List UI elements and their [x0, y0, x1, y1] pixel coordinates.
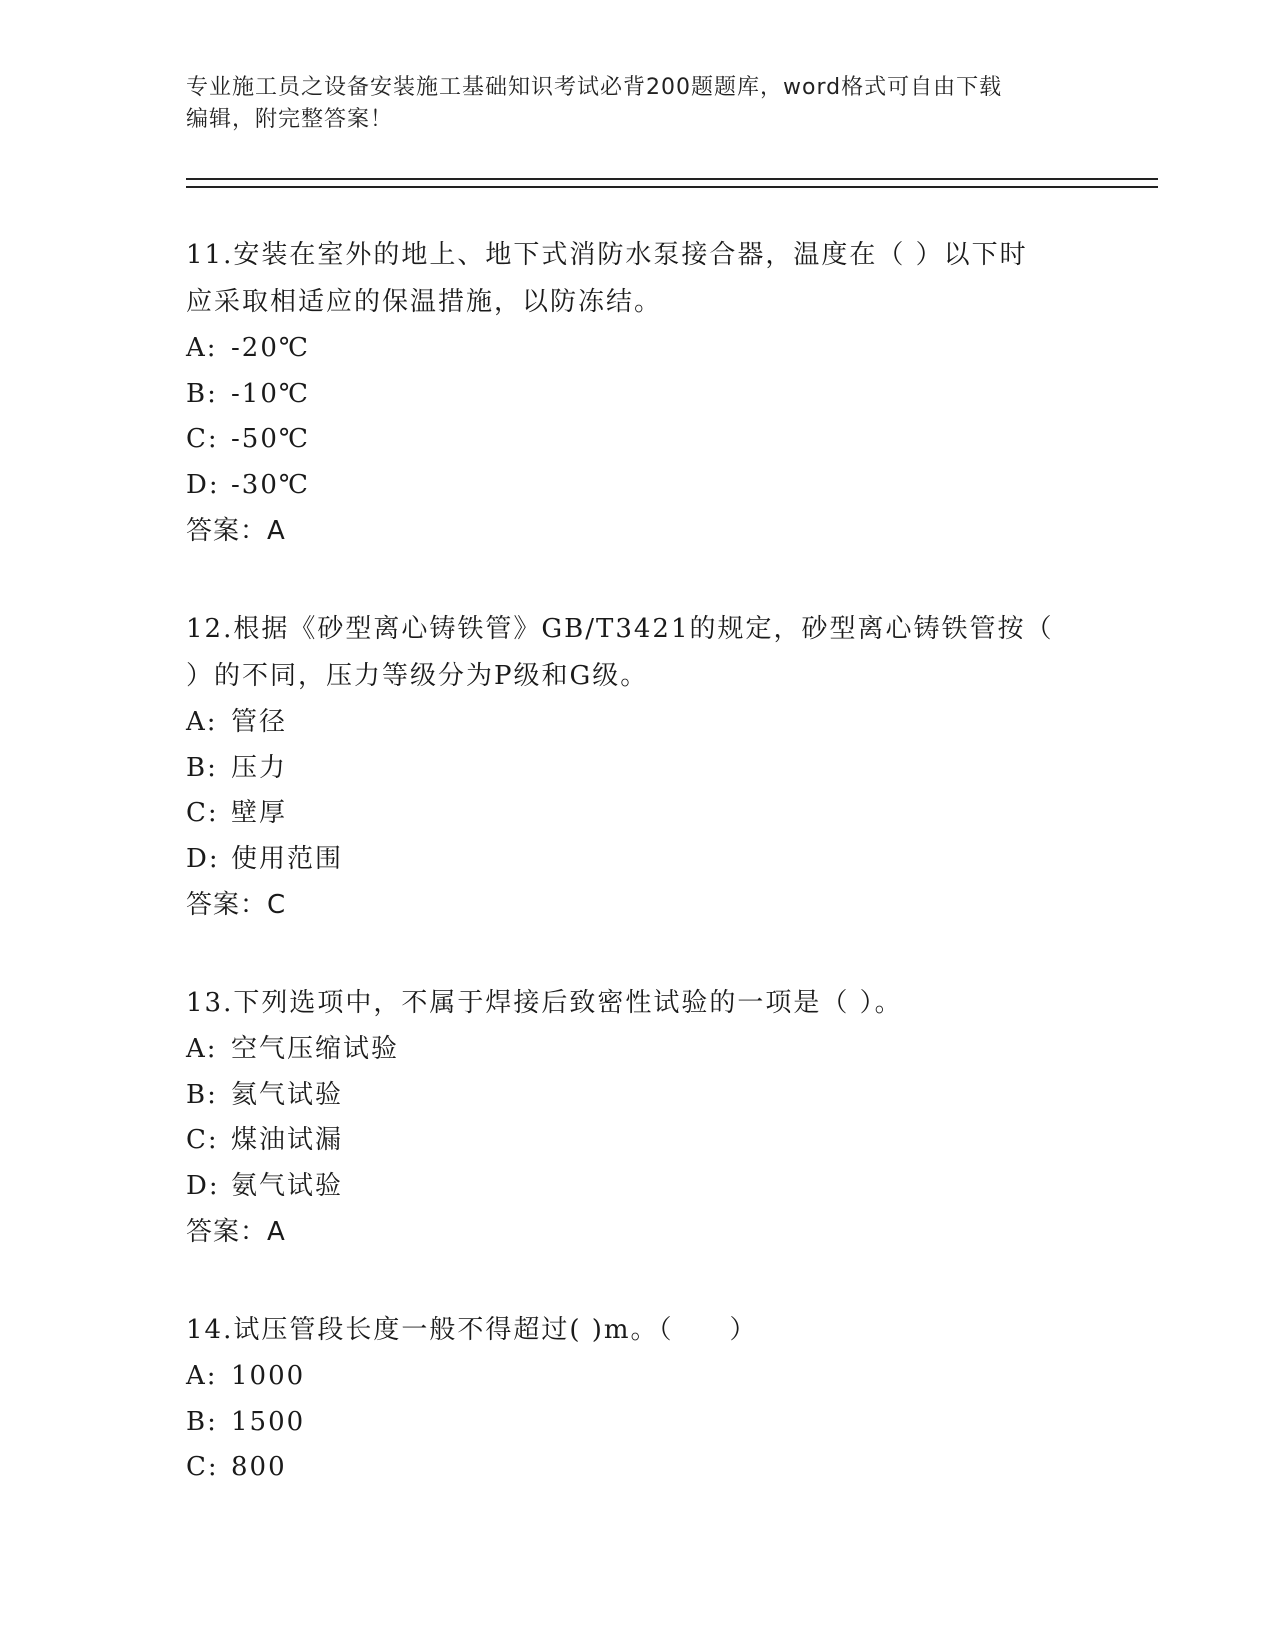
header-line-1: 专业施工员之设备安装施工基础知识考试必背200题题库，word格式可自由下载: [186, 75, 1003, 100]
option-label: B:: [186, 752, 218, 783]
option-text: 使用范围: [231, 843, 344, 874]
option-text: 800: [231, 1452, 287, 1482]
option-text: 1000: [231, 1361, 306, 1391]
option-text: 壁厚: [231, 798, 288, 828]
option-b: [186, 746, 1066, 792]
option-text: 氦气试验: [231, 1079, 344, 1110]
option-c: [186, 1118, 1066, 1164]
option-d: [186, 837, 1066, 883]
option-label: A:: [186, 1361, 218, 1391]
option-text: -50℃: [231, 424, 310, 454]
question-stem: [186, 232, 1066, 326]
question-stem: [186, 606, 1066, 700]
option-text: -20℃: [231, 333, 310, 363]
option-a: [186, 1027, 1066, 1073]
stem-line: 13.下列选项中，不属于焊接后致密性试验的一项是（ ）。: [186, 988, 903, 1018]
option-c: [186, 791, 1066, 837]
option-b: [186, 1400, 1066, 1446]
option-label: D:: [186, 843, 220, 874]
option-text: 管径: [231, 707, 288, 737]
option-label: A:: [186, 1034, 218, 1064]
stem-line: 应采取相适应的保温措施，以防冻结。: [186, 287, 663, 317]
option-text: 1500: [231, 1406, 306, 1437]
question-stem: [186, 980, 1066, 1027]
option-text: 煤油试漏: [231, 1125, 344, 1155]
option-label: B:: [186, 1079, 218, 1110]
option-a: [186, 700, 1066, 746]
header-line-2: 编辑，附完整答案！: [186, 107, 394, 132]
question-13: [186, 980, 1066, 1255]
option-label: A:: [186, 707, 218, 737]
question-list: [186, 232, 1066, 1543]
stem-line: 12.根据《砂型离心铸铁管》GB/T3421的规定，砂型离心铸铁管按（: [186, 614, 1054, 644]
option-label: C:: [186, 798, 219, 828]
question-stem: [186, 1307, 1066, 1354]
question-12: [186, 606, 1066, 928]
option-label: B:: [186, 1406, 218, 1437]
option-d: [186, 463, 1066, 509]
option-a: [186, 1354, 1066, 1400]
answer-line: 答案：C: [186, 890, 287, 920]
answer-line: 答案：A: [186, 516, 286, 546]
option-d: [186, 1164, 1066, 1210]
option-label: D:: [186, 1170, 220, 1201]
option-b: [186, 1073, 1066, 1119]
option-b: [186, 372, 1066, 418]
question-14: [186, 1307, 1066, 1491]
stem-line: 14.试压管段长度一般不得超过( )m。（ ）: [186, 1315, 758, 1345]
option-text: -30℃: [231, 469, 310, 500]
option-c: [186, 417, 1066, 463]
option-label: B:: [186, 378, 218, 409]
option-label: C:: [186, 1452, 219, 1482]
option-label: D:: [186, 469, 220, 500]
document-header: [186, 72, 1086, 136]
stem-line: 11.安装在室外的地上、地下式消防水泵接合器，温度在（ ）以下时: [186, 240, 1028, 270]
option-text: -10℃: [231, 378, 310, 409]
option-c: [186, 1445, 1066, 1491]
option-label: C:: [186, 1125, 219, 1155]
option-text: 氨气试验: [231, 1170, 344, 1201]
option-a: [186, 326, 1066, 372]
header-double-rule: [186, 178, 1158, 188]
option-text: 空气压缩试验: [231, 1034, 400, 1064]
stem-line: ）的不同，压力等级分为P级和G级。: [186, 661, 649, 691]
question-11: [186, 232, 1066, 554]
option-label: A:: [186, 333, 218, 363]
option-text: 压力: [231, 752, 288, 783]
answer-line: 答案：A: [186, 1217, 286, 1247]
option-label: C:: [186, 424, 219, 454]
